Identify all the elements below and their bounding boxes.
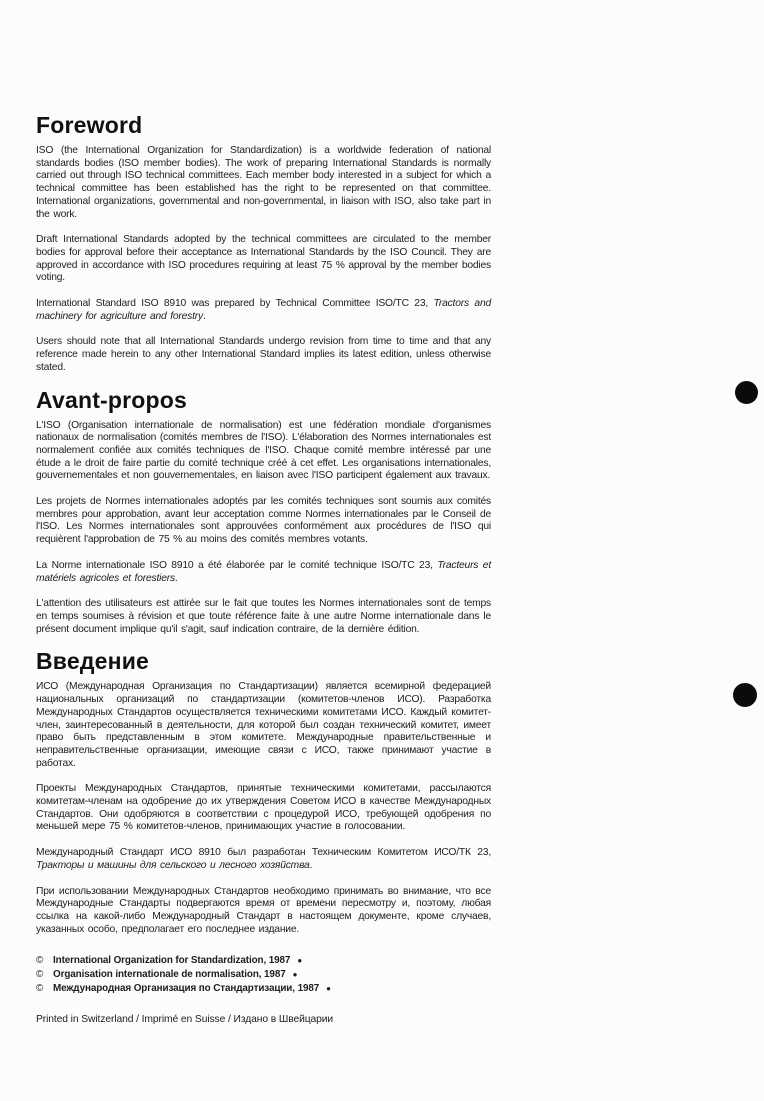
vvedenie-paragraph-4: При использовании Международных Стандартов необходимо принимать во внимание, что все Международные Стандарты подвергаются время от времени пересмотру и, поэтому, любая ссылка на какой-либо Международный Стандарт в настоящем документе, кроме случаев, указанных особо, предполагает его последнее издание.: [36, 885, 491, 935]
copyright-text-fr: Organisation internationale de normalisation, 1987: [53, 969, 286, 981]
vvedenie-paragraph-3-lead: Международный Стандарт ИСО 8910 был разработан Техническим Комитетом ИСО/ТК 23,: [36, 847, 491, 859]
vvedenie-committee-title: Тракторы и машины для сельского и лесного хозяйства: [36, 859, 310, 871]
copyright-text-ru: Международная Организация по Стандартизации, 1987: [53, 983, 320, 995]
scan-registration-dot-icon: [733, 683, 757, 707]
scan-registration-dot-icon: [735, 381, 758, 404]
vvedenie-paragraph-3: [36, 847, 491, 872]
bullet-icon: ●: [292, 970, 298, 980]
foreword-paragraph-3: [36, 298, 491, 323]
foreword-paragraph-2: Draft International Standards adopted by the technical committees are circulated to the member bodies for approval before their acceptance as International Standards by the ISO Council. They are approved in accordance with ISO procedures requiring at least 75 % approval by the member bodies voting.: [36, 234, 491, 284]
copyright-line-en: [36, 954, 491, 968]
bullet-icon: ●: [326, 984, 331, 994]
document-content: [36, 113, 491, 1026]
foreword-committee-title: Tractors and machinery for agriculture and forestry: [36, 298, 492, 322]
avant-propos-committee-title: Tracteurs et matériels agricoles et forestiers: [36, 559, 491, 584]
avant-propos-paragraph-1: L'ISO (Organisation internationale de normalisation) est une fédération mondiale d'organismes nationaux de normalisation (comités membres de l'ISO). L'élaboration des Normes internationales est normalement confiée aux comités techniques de l'ISO. Chaque comité membre intéressé par une étude a le droit de faire partie du comité technique créé à cet effet. Les organisations internationales, gouvernementales et non gouvernementales, en liaison avec l'ISO participent également aux travaux.: [36, 419, 491, 482]
foreword-paragraph-3-lead: International Standard ISO 8910 was prepared by Technical Committee ISO/TC 23,: [36, 298, 434, 310]
avant-propos-paragraph-3-lead: La Norme internationale ISO 8910 a été élaborée par le comité technique ISO/TC 23,: [36, 559, 438, 571]
copyright-icon: ©: [36, 955, 44, 967]
vvedenie-heading: Введение: [36, 648, 150, 675]
foreword-heading: Foreword: [36, 112, 143, 138]
copyright-icon: ©: [36, 983, 44, 995]
foreword-paragraph-1: ISO (the International Organization for Standardization) is a worldwide federation of national standards bodies (ISO member bodies). The work of preparing International Standards is normally carried out through ISO technical committees. Each member body interested in a subject for which a technical committee has been established has the right to be represented on that committee. International organizations, governmental and non-governmental, in liaison with ISO, also take part in the work.: [36, 145, 491, 220]
printed-in-line: Printed in Switzerland / Imprimé en Suisse / Издано в Швейцарии: [36, 1014, 334, 1026]
foreword-paragraph-3-tail: .: [202, 310, 206, 322]
copyright-line-fr: [36, 968, 491, 982]
avant-propos-heading: Avant-propos: [36, 386, 188, 413]
copyright-icon: ©: [36, 969, 44, 981]
copyright-line-ru: [36, 982, 491, 996]
section-avant-propos: [36, 388, 491, 637]
copyright-text-en: International Organization for Standardization, 1987: [53, 955, 291, 967]
bullet-icon: ●: [297, 956, 303, 966]
section-vvedenie: [36, 649, 491, 936]
avant-propos-paragraph-4: L'attention des utilisateurs est attirée sur le fait que toutes les Normes internationales sont de temps en temps soumises à révision et que toute référence faite à une autre Norme internationale dans le présent document implique qu'il s'agit, sauf indication contraire, de la dernière édition.: [36, 598, 491, 635]
avant-propos-paragraph-3-tail: .: [174, 572, 178, 584]
avant-propos-paragraph-3: [36, 560, 491, 585]
foreword-paragraph-4: Users should note that all International Standards undergo revision from time to time and that any reference made herein to any other International Standard implies its latest edition, unless otherwise stated.: [36, 336, 491, 373]
copyright-block: [36, 954, 491, 996]
vvedenie-paragraph-3-tail: .: [309, 859, 313, 871]
section-foreword: [36, 113, 491, 375]
vvedenie-paragraph-1: ИСО (Международная Организация по Стандартизации) является всемирной федерацией национальных организаций по стандартизации (комитетов-членов ИСО). Разработка Международных Стандартов осуществляется техническими комитетами ИСО. Каждый комитет-член, заинтересованный в деятельности, для которой был создан технический комитет, имеет право быть представленным в этом комитете. Международные правительственные и неправительственные организации, имеющие связи с ИСО, также принимают участие в работах.: [36, 681, 491, 769]
avant-propos-paragraph-2: Les projets de Normes internationales adoptés par les comités techniques sont soumis aux comités membres pour approbation, avant leur acceptation comme Normes internationales par le Conseil de l'ISO. Les Normes internationales sont approuvées conformément aux procédures de l'ISO qui requièrent l'approbation de 75 % au moins des comités membres votants.: [36, 496, 491, 546]
vvedenie-paragraph-2: Проекты Международных Стандартов, принятые техническими комитетами, рассылаются комитетам-членам на одобрение до их утверждения Советом ИСО в качестве Международных Стандартов. Они одобряются в соответствии с процедурой ИСО, требующей одобрения по меньшей мере 75 % комитетов-членов, принимающих участие в голосовании.: [36, 783, 491, 833]
